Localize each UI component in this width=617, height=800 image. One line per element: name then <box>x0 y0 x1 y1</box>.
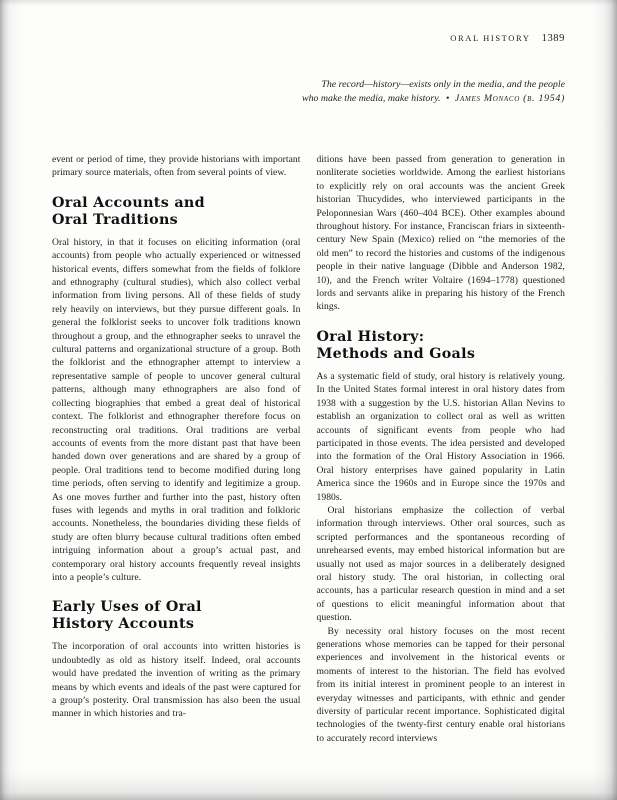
section-heading-oral-history-methods-and-goals <box>317 329 566 363</box>
heading-line: Oral Accounts and <box>52 194 205 211</box>
epigraph-line-1: The record—history—exists only in the media, and the people <box>321 79 565 90</box>
heading-line: Oral Traditions <box>52 211 178 228</box>
page-number: 1389 <box>541 33 565 44</box>
section-heading-early-uses-of-oral-history-accounts <box>52 599 301 633</box>
section-heading-oral-accounts-and-oral-traditions <box>52 195 301 229</box>
paragraph-continuation: ditions have been passed from generation to generation in nonliterate societies worldwide. Among the earliest historians to explicitly rely on oral accounts was the ancient Greek historian Thucydides, who interviewed participants in the Peloponnesian Wars (460–404 BCE). Other examples abound throughout history. For instance, Franciscan friars in sixteenth-century New Spain (Mexico) relied on “the memories of the old men” to record the histories and customs of the indigenous people in their native language (Dibble and Anderson 1982, 10), and the French writer Voltaire (1694–1778) questioned lords and servants alike in preparing his history of the French kings. <box>316 154 565 313</box>
heading-line: History Accounts <box>52 616 195 633</box>
left-column <box>52 153 301 745</box>
epigraph-attribution: James Monaco (b. 1954) <box>454 93 565 104</box>
heading-line: Methods and Goals <box>316 345 476 362</box>
epigraph-bullet: • <box>445 93 450 104</box>
paragraph: Oral historians emphasize the collection of verbal information through interviews. Other oral sources, such as scripted performances and the spontaneous recording of unrehearsed events, may embed historical information but are usually not used as major sources in a deliberately designed oral history study. The oral historian, in collecting oral accounts, has a particular research question in mind and a set of questions to elicit meaningful information about that question. <box>316 504 565 624</box>
two-column-text <box>52 153 565 745</box>
epigraph-line-2 <box>52 92 565 106</box>
epigraph <box>52 78 565 106</box>
paragraph: The incorporation of oral accounts into written histories is undoubtedly as old as history itself. Indeed, oral accounts would have predated the invention of writing as the primary means by which events and ideals of the past were captured for a group’s posterity. Oral transmission has also been the usual manner in which histories and tra- <box>52 641 301 720</box>
paragraph-continuation: event or period of time, they provide historians with important primary source materials, often from several points of view. <box>52 154 301 179</box>
right-column <box>317 153 566 745</box>
running-header-title: ORAL HISTORY <box>450 33 531 43</box>
paragraph: By necessity oral history focuses on the most recent generations whose memories can be tapped for their personal experiences and involvement in the historical events or moments of interest to the historian. The field has evolved from its initial interest in prominent people to an interest in everyday witnesses and participants, with ethnic and gender diversity of particular recent importance. Sophisticated digital technologies of the twenty-first century enable oral historians to accurately record interviews <box>316 625 565 744</box>
heading-line: Early Uses of Oral <box>52 599 202 616</box>
epigraph-quote-end: who make the media, make history. <box>302 93 441 104</box>
paragraph: As a systematic field of study, oral history is relatively young. In the United States formal interest in oral history dates from 1938 with a suggestion by the U.S. historian Allan Nevins to establish an organization to collect oral as well as written accounts of significant events from people who had participated in those events. The idea persisted and developed into the formation of the Oral History Association in 1966. Oral history enterprises have gained popularity in Latin America since the 1960s and in Europe since the 1970s and 1980s. <box>316 370 565 503</box>
paragraph: Oral history, in that it focuses on eliciting information (oral accounts) from people who actually experienced or witnessed historical events, differs somewhat from the fields of folklore and ethnography (cultural studies), which also collect verbal information from living persons. All of these fields of study rely heavily on interviews, but they pursue different goals. In general the folklorist seeks to uncover folk traditions known throughout a group, and the ethnographer seeks to unravel the cultural patterns and organizational structure of a group. Both the folklorist and the ethnographer attempt to interview a representative sample of people to uncover general cultural patterns, although many ethnographers are also fond of collecting biographies that embed a great deal of historical context. The folklorist and ethnographer therefore focus on reconstructing oral traditions. Oral traditions are verbal accounts of events from the more distant past that have been handed down over generations and are shared by a group of people. Oral traditions tend to become modified during long time periods, often serving to identify and legitimize a group. As one moves further and further into the past, history often fuses with legends and myths in oral tradition and folkloric accounts. Nonetheless, the boundaries dividing these fields of study are often blurry because cultural traditions often embed intriguing information about a group’s actual past, and contemporary oral history accounts frequently reveal insights into a people’s culture. <box>52 236 301 583</box>
running-header <box>52 30 565 45</box>
heading-line: Oral History: <box>316 328 425 345</box>
